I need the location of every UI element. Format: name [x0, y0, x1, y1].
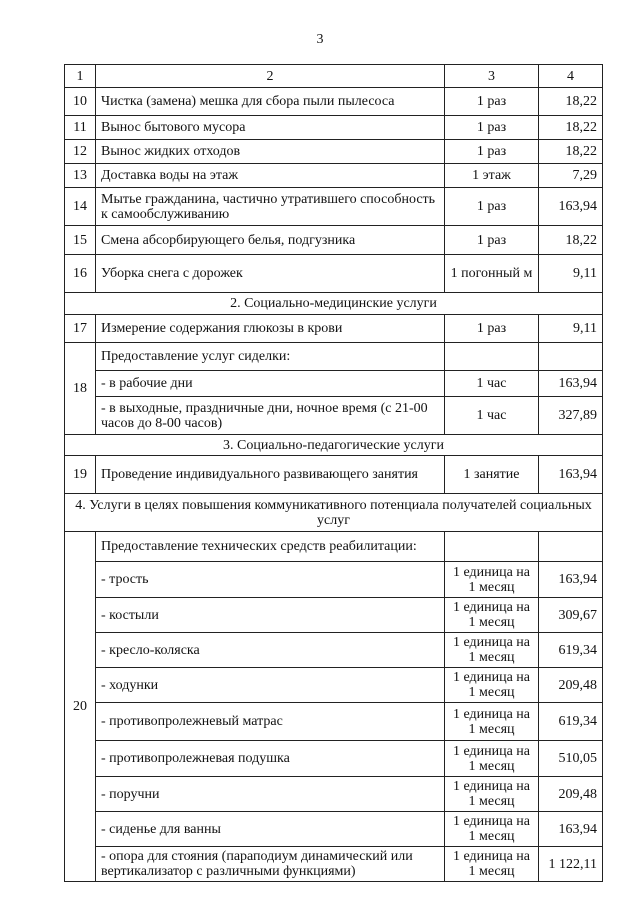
service-price: 9,11 [539, 315, 603, 343]
service-price: 209,48 [539, 668, 603, 703]
service-unit: 1 раз [445, 188, 539, 226]
section-title: 4. Услуги в целях повышения коммуникативного потенциала получателей социальных услуг [65, 494, 603, 532]
table-row [65, 668, 603, 703]
header-cell: 2 [96, 65, 445, 88]
row-number: 20 [65, 532, 96, 882]
service-unit: 1 единица на 1 месяц [445, 741, 539, 777]
table-header-row [65, 65, 603, 88]
service-name: Измерение содержания глюкозы в крови [96, 315, 445, 343]
table-row [65, 532, 603, 562]
service-unit: 1 раз [445, 88, 539, 116]
table-row [65, 164, 603, 188]
service-name: Вынос жидких отходов [96, 140, 445, 164]
service-group-title: Предоставление услуг сиделки: [96, 343, 445, 371]
row-number: 11 [65, 116, 96, 140]
service-unit: 1 единица на 1 месяц [445, 703, 539, 741]
service-unit: 1 погонный м [445, 255, 539, 293]
service-price: 7,29 [539, 164, 603, 188]
service-group-title: Предоставление технических средств реабилитации: [96, 532, 445, 562]
service-price: 9,11 [539, 255, 603, 293]
service-price: 327,89 [539, 397, 603, 435]
service-name: Смена абсорбирующего белья, подгузника [96, 226, 445, 255]
service-price: 18,22 [539, 116, 603, 140]
service-name: - опора для стояния (параподиум динамический или вертикализатор с различными функциями) [96, 847, 445, 882]
service-price: 309,67 [539, 598, 603, 633]
service-price: 163,94 [539, 371, 603, 397]
table-row [65, 371, 603, 397]
rates-table [64, 64, 603, 882]
empty-cell [539, 532, 603, 562]
service-unit: 1 единица на 1 месяц [445, 668, 539, 703]
service-name: Мытье гражданина, частично утратившего способность к самообслуживанию [96, 188, 445, 226]
service-name: - в выходные, праздничные дни, ночное время (с 21-00 часов до 8-00 часов) [96, 397, 445, 435]
empty-cell [539, 343, 603, 371]
service-price: 18,22 [539, 140, 603, 164]
service-price: 163,94 [539, 456, 603, 494]
table-row [65, 562, 603, 598]
service-name: Доставка воды на этаж [96, 164, 445, 188]
row-number: 12 [65, 140, 96, 164]
header-cell: 1 [65, 65, 96, 88]
table-row [65, 116, 603, 140]
table-row [65, 777, 603, 812]
section-row [65, 494, 603, 532]
service-name: - сиденье для ванны [96, 812, 445, 847]
service-price: 163,94 [539, 812, 603, 847]
row-number: 18 [65, 343, 96, 435]
header-cell: 4 [539, 65, 603, 88]
table-row [65, 397, 603, 435]
service-price: 163,94 [539, 188, 603, 226]
service-price: 510,05 [539, 741, 603, 777]
service-unit: 1 единица на 1 месяц [445, 562, 539, 598]
row-number: 19 [65, 456, 96, 494]
section-row [65, 293, 603, 315]
service-price: 163,94 [539, 562, 603, 598]
service-name: - в рабочие дни [96, 371, 445, 397]
table-row [65, 188, 603, 226]
service-price: 619,34 [539, 633, 603, 668]
service-name: - противопролежневая подушка [96, 741, 445, 777]
table-row [65, 343, 603, 371]
row-number: 13 [65, 164, 96, 188]
service-name: Чистка (замена) мешка для сбора пыли пылесоса [96, 88, 445, 116]
service-price: 18,22 [539, 226, 603, 255]
table-row [65, 812, 603, 847]
service-unit: 1 единица на 1 месяц [445, 777, 539, 812]
table-row [65, 140, 603, 164]
table-row [65, 633, 603, 668]
table-row [65, 456, 603, 494]
service-name: - кресло-коляска [96, 633, 445, 668]
service-unit: 1 этаж [445, 164, 539, 188]
service-name: - поручни [96, 777, 445, 812]
section-row [65, 435, 603, 456]
row-number: 16 [65, 255, 96, 293]
service-price: 1 122,11 [539, 847, 603, 882]
service-price: 619,34 [539, 703, 603, 741]
empty-cell [445, 532, 539, 562]
service-name: - трость [96, 562, 445, 598]
service-unit: 1 занятие [445, 456, 539, 494]
service-price: 209,48 [539, 777, 603, 812]
header-cell: 3 [445, 65, 539, 88]
row-number: 17 [65, 315, 96, 343]
table-row [65, 598, 603, 633]
service-name: Вынос бытового мусора [96, 116, 445, 140]
service-unit: 1 час [445, 371, 539, 397]
table-row [65, 88, 603, 116]
service-unit: 1 единица на 1 месяц [445, 633, 539, 668]
service-name: - противопролежневый матрас [96, 703, 445, 741]
page-number: 3 [316, 32, 324, 47]
service-unit: 1 единица на 1 месяц [445, 847, 539, 882]
empty-cell [445, 343, 539, 371]
table-row [65, 226, 603, 255]
section-title: 2. Социально-медицинские услуги [65, 293, 603, 315]
service-name: Уборка снега с дорожек [96, 255, 445, 293]
table-row [65, 847, 603, 882]
service-unit: 1 раз [445, 140, 539, 164]
row-number: 10 [65, 88, 96, 116]
service-unit: 1 раз [445, 116, 539, 140]
section-title: 3. Социально-педагогические услуги [65, 435, 603, 456]
table-row [65, 741, 603, 777]
table-row [65, 703, 603, 741]
service-unit: 1 единица на 1 месяц [445, 598, 539, 633]
service-unit: 1 час [445, 397, 539, 435]
service-unit: 1 раз [445, 226, 539, 255]
service-name: Проведение индивидуального развивающего занятия [96, 456, 445, 494]
row-number: 15 [65, 226, 96, 255]
row-number: 14 [65, 188, 96, 226]
table-row [65, 255, 603, 293]
service-price: 18,22 [539, 88, 603, 116]
service-unit: 1 раз [445, 315, 539, 343]
table-row [65, 315, 603, 343]
service-name: - костыли [96, 598, 445, 633]
service-unit: 1 единица на 1 месяц [445, 812, 539, 847]
service-name: - ходунки [96, 668, 445, 703]
